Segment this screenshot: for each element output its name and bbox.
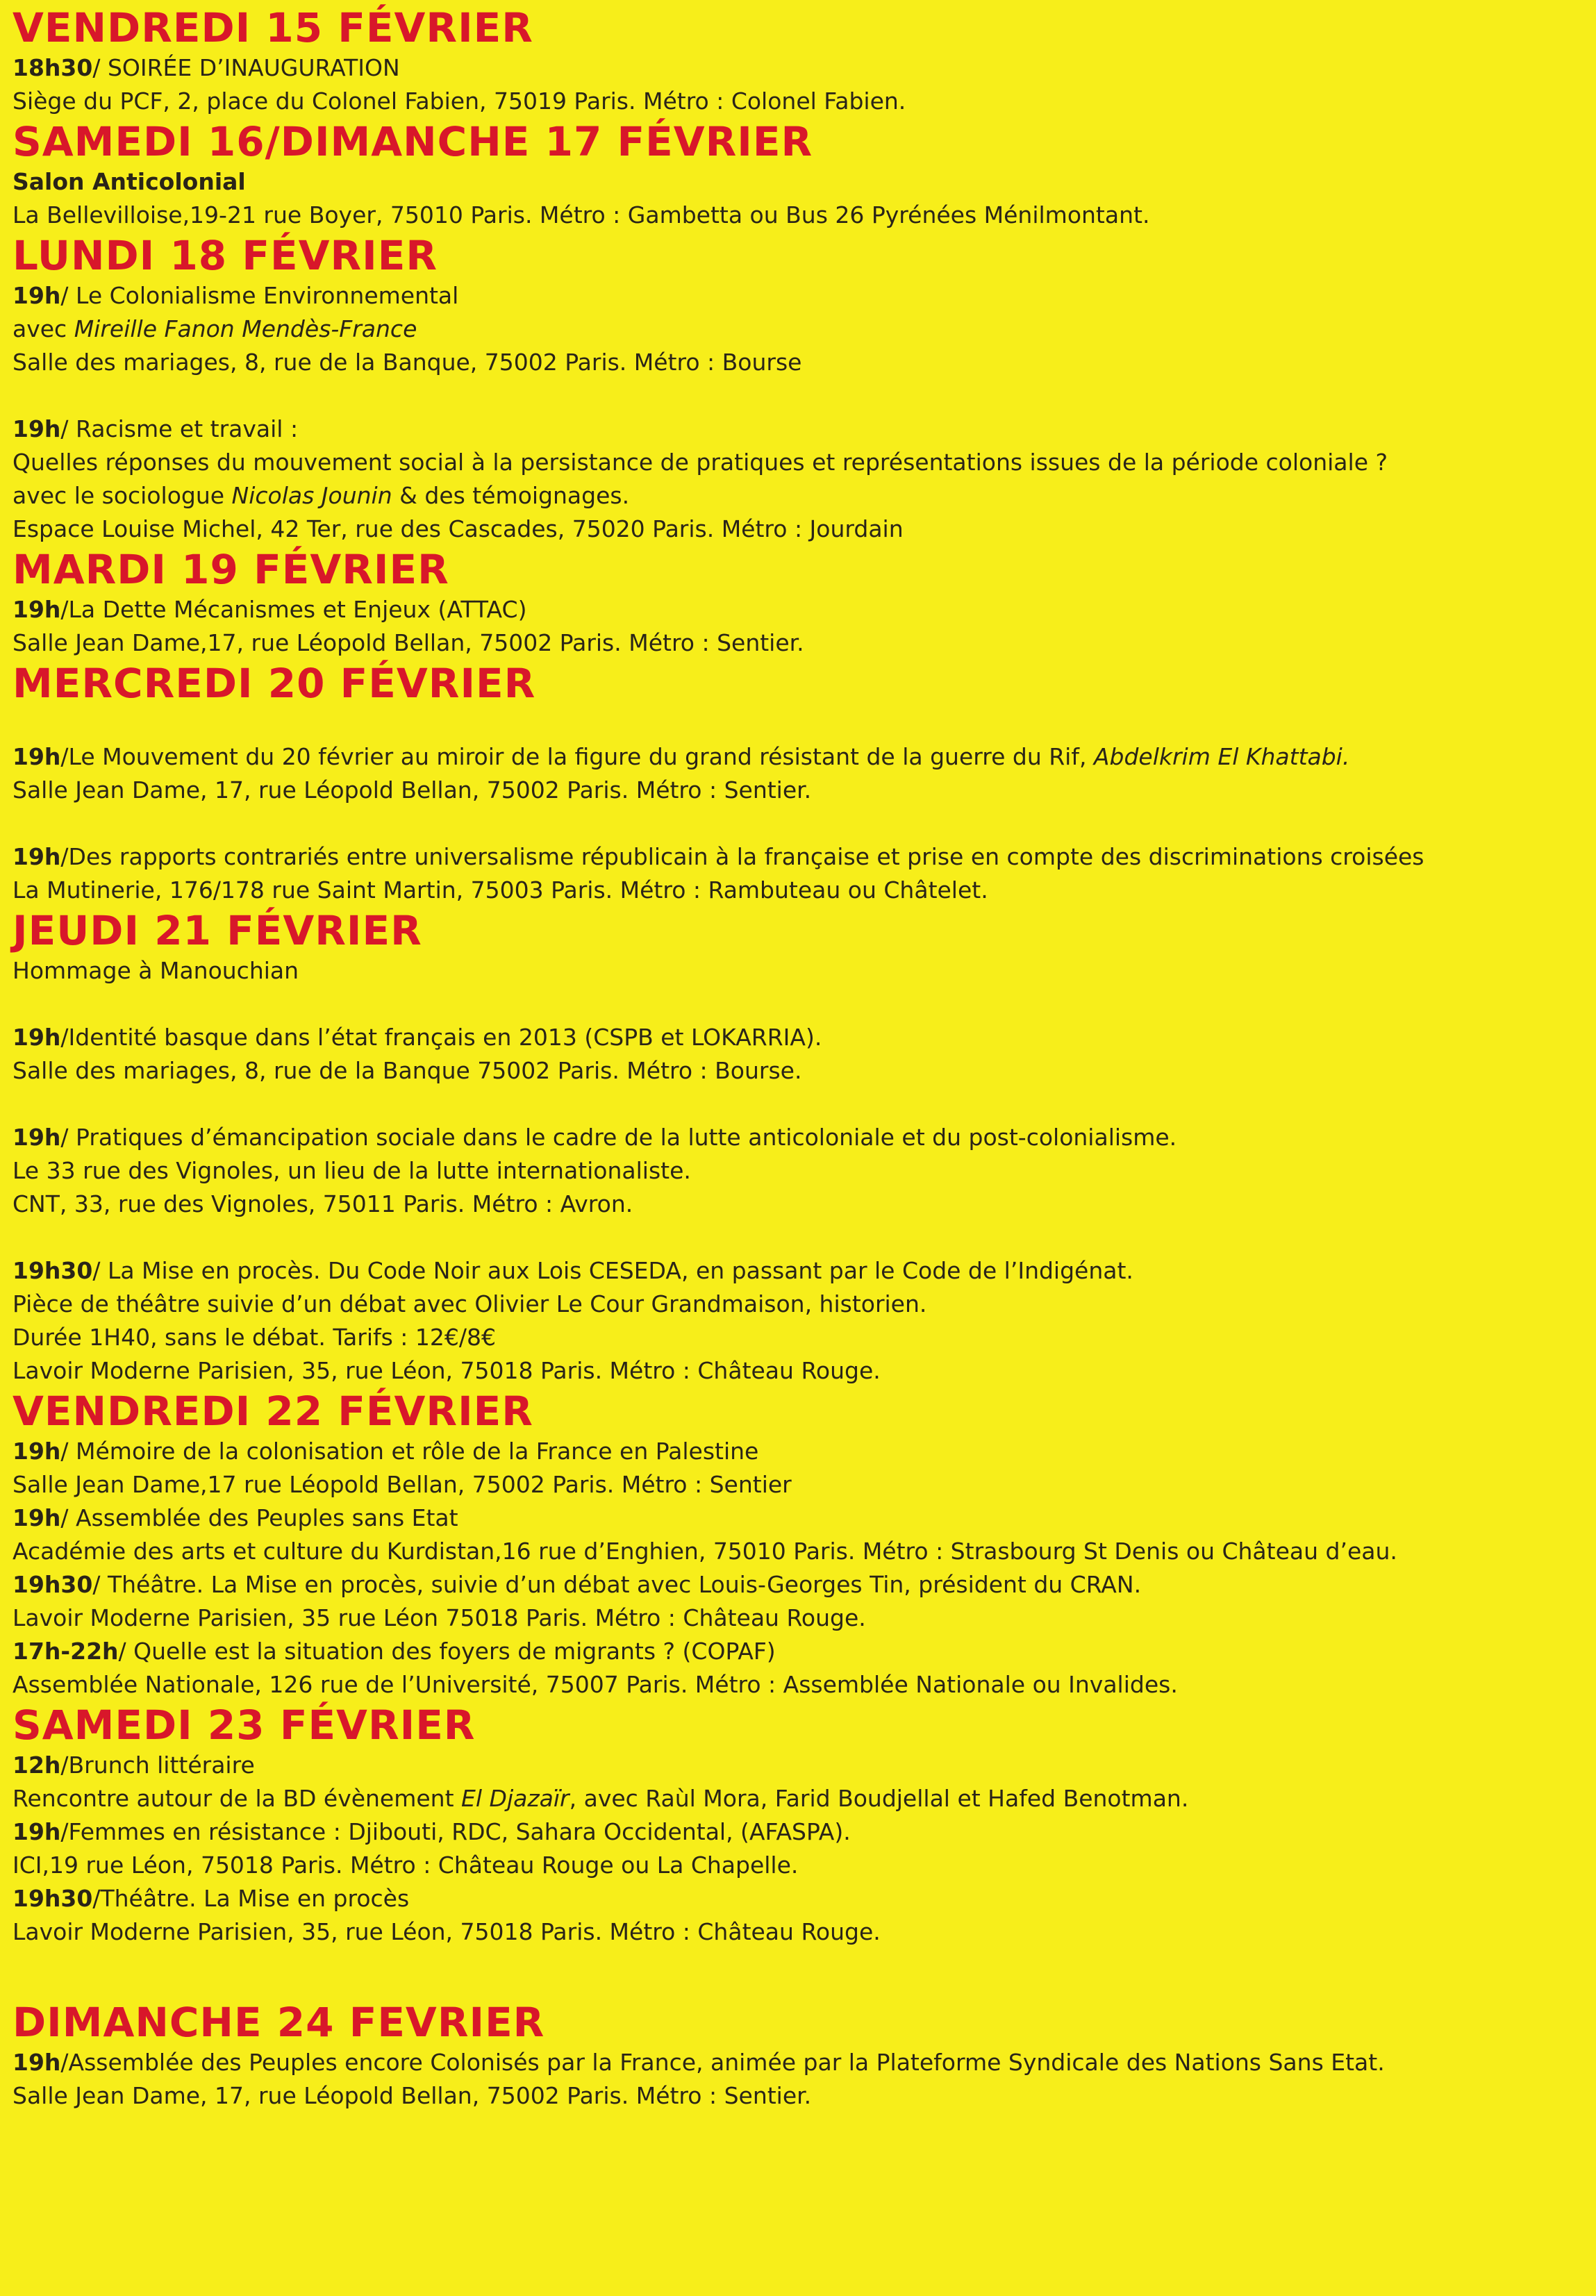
event-title	[13, 840, 1589, 874]
event-location: Assemblée Nationale, 126 rue de l’Université, 75007 Paris. Métro : Assemblée Nationale ou Invalides.	[13, 1671, 1178, 1698]
day-title: LUNDI 18 FÉVRIER	[13, 232, 438, 279]
day-16-17-february	[13, 118, 1589, 232]
event-time: 19h	[13, 596, 61, 623]
event-text: / Le Colonialisme Environnemental	[60, 282, 459, 309]
event-time: 19h	[13, 1818, 61, 1845]
event-text: / SOIRÉE D’INAUGURATION	[92, 54, 400, 81]
event-time: 19h	[13, 282, 61, 309]
day-title: VENDREDI 22 FÉVRIER	[13, 1388, 533, 1435]
event-desc-end: , avec Raùl Mora, Farid Boudjellal et Hafed Benotman.	[569, 1785, 1189, 1812]
event-location: La Mutinerie, 176/178 rue Saint Martin, 75003 Paris. Métro : Rambuteau ou Châtelet.	[13, 876, 988, 904]
day-18-february	[13, 232, 1589, 546]
event-location: Espace Louise Michel, 42 Ter, rue des Cascades, 75020 Paris. Métro : Jourdain	[13, 515, 904, 542]
book-title: El Djazaïr	[461, 1785, 570, 1812]
event-time: 19h	[13, 1438, 61, 1465]
event-location: Salle Jean Dame,17, rue Léopold Bellan, 75002 Paris. Métro : Sentier.	[13, 629, 804, 656]
event-title	[13, 593, 1589, 626]
event-title	[13, 1435, 1589, 1468]
event-text: / Racisme et travail :	[60, 415, 299, 442]
event-text: /Femmes en résistance : Djibouti, RDC, Sahara Occidental, (AFASPA).	[60, 1818, 851, 1845]
event-text: / Mémoire de la colonisation et rôle de la France en Palestine	[60, 1438, 759, 1465]
day-21-february	[13, 907, 1589, 1388]
event-time: 19h	[13, 2049, 61, 2076]
event-description	[13, 1782, 1589, 1815]
event-location: Salle des mariages, 8, rue de la Banque, 75002 Paris. Métro : Bourse	[13, 349, 802, 376]
event-title	[13, 279, 1589, 313]
event-title	[13, 1749, 1589, 1782]
event-time: 19h	[13, 1124, 61, 1151]
event-price: Durée 1H40, sans le débat. Tarifs : 12€/8€	[13, 1324, 497, 1351]
event-text: Salon Anticolonial	[13, 168, 246, 195]
event-time: 17h-22h	[13, 1638, 119, 1665]
event-time: 19h	[13, 415, 61, 442]
event-title	[13, 1021, 1589, 1054]
event-with: avec le sociologue	[13, 482, 232, 509]
event-time: 19h	[13, 843, 61, 870]
day-title: SAMEDI 23 FÉVRIER	[13, 1702, 476, 1749]
event-time: 19h30	[13, 1257, 93, 1284]
event-text: / Quelle est la situation des foyers de migrants ? (COPAF)	[118, 1638, 776, 1665]
event-title	[13, 1568, 1589, 1602]
event-text: /Des rapports contrariés entre universalisme républicain à la française et prise en compte des discriminations croisées	[60, 843, 1424, 870]
event-location: La Bellevilloise,19-21 rue Boyer, 75010 Paris. Métro : Gambetta ou Bus 26 Pyrénées Ménilmontant.	[13, 201, 1150, 228]
day-19-february	[13, 546, 1589, 660]
event-time: 19h	[13, 1504, 61, 1531]
event-time: 19h30	[13, 1885, 93, 1912]
program-schedule	[13, 4, 1589, 2113]
event-location: Salle Jean Dame, 17, rue Léopold Bellan, 75002 Paris. Métro : Sentier.	[13, 2082, 812, 2109]
event-location: CNT, 33, rue des Vignoles, 75011 Paris. Métro : Avron.	[13, 1190, 633, 1217]
event-title	[13, 1254, 1589, 1288]
event-text: /Brunch littéraire	[60, 1752, 255, 1779]
event-title	[13, 1815, 1589, 1849]
event-desc: Rencontre autour de la BD évènement	[13, 1785, 462, 1812]
day-23-february	[13, 1702, 1589, 1949]
event-with: avec	[13, 315, 74, 342]
event-title	[13, 1882, 1589, 1915]
day-title: DIMANCHE 24 FEVRIER	[13, 1999, 545, 2046]
event-location: Salle Jean Dame, 17, rue Léopold Bellan, 75002 Paris. Métro : Sentier.	[13, 776, 812, 804]
event-time: 19h	[13, 743, 61, 770]
day-title: JEUDI 21 FÉVRIER	[13, 907, 422, 954]
event-time: 19h30	[13, 1571, 93, 1598]
event-location: Siège du PCF, 2, place du Colonel Fabien, 75019 Paris. Métro : Colonel Fabien.	[13, 88, 906, 115]
day-15-february	[13, 4, 1589, 118]
day-title: MERCREDI 20 FÉVRIER	[13, 660, 536, 707]
event-title	[13, 1501, 1589, 1535]
event-location: ICI,19 rue Léon, 75018 Paris. Métro : Château Rouge ou La Chapelle.	[13, 1852, 799, 1879]
event-title	[13, 1635, 1589, 1668]
event-text: /La Dette Mécanismes et Enjeux (ATTAC)	[60, 596, 527, 623]
event-description: Quelles réponses du mouvement social à la persistance de pratiques et représentations issues de la période coloniale ?	[13, 449, 1388, 476]
day-title: SAMEDI 16/DIMANCHE 17 FÉVRIER	[13, 118, 813, 165]
event-location: Académie des arts et culture du Kurdistan,16 rue d’Enghien, 75010 Paris. Métro : Strasbourg St Denis ou Château d’eau.	[13, 1538, 1397, 1565]
event-title	[13, 413, 1589, 446]
event-location: Lavoir Moderne Parisien, 35, rue Léon, 75018 Paris. Métro : Château Rouge.	[13, 1357, 881, 1384]
speaker-name: Abdelkrim El Khattabi.	[1093, 743, 1350, 770]
event-title	[13, 165, 1589, 199]
event-text: / Théâtre. La Mise en procès, suivie d’un débat avec Louis-Georges Tin, président du CRAN.	[92, 1571, 1142, 1598]
event-description: Le 33 rue des Vignoles, un lieu de la lutte internationaliste.	[13, 1157, 691, 1184]
event-title	[13, 51, 1589, 85]
event-speaker	[13, 313, 1589, 346]
event-description: Pièce de théâtre suivie d’un débat avec Olivier Le Cour Grandmaison, historien.	[13, 1290, 927, 1317]
day-24-february	[13, 1999, 1589, 2113]
event-text: /Le Mouvement du 20 février au miroir de la figure du grand résistant de la guerre du Rif,	[60, 743, 1094, 770]
event-text: /Théâtre. La Mise en procès	[92, 1885, 410, 1912]
event-text: / La Mise en procès. Du Code Noir aux Lois CESEDA, en passant par le Code de l’Indigénat.	[92, 1257, 1133, 1284]
day-title: MARDI 19 FÉVRIER	[13, 546, 449, 593]
event-location: Salle des mariages, 8, rue de la Banque 75002 Paris. Métro : Bourse.	[13, 1057, 802, 1084]
event-location: Lavoir Moderne Parisien, 35, rue Léon, 75018 Paris. Métro : Château Rouge.	[13, 1918, 881, 1945]
event-text: / Assemblée des Peuples sans Etat	[60, 1504, 458, 1531]
event-time: 18h30	[13, 54, 93, 81]
speaker-name: Mireille Fanon Mendès-France	[74, 315, 417, 342]
event-text: /Assemblée des Peuples encore Colonisés par la France, animée par la Plateforme Syndicale des Nations Sans Etat.	[60, 2049, 1385, 2076]
event-speaker	[13, 479, 1589, 513]
event-text: /Identité basque dans l’état français en 2013 (CSPB et LOKARRIA).	[60, 1024, 822, 1051]
day-title: VENDREDI 15 FÉVRIER	[13, 4, 533, 51]
event-text: / Pratiques d’émancipation sociale dans le cadre de la lutte anticoloniale et du post-colonialisme.	[60, 1124, 1177, 1151]
day-intro: Hommage à Manouchian	[13, 957, 299, 984]
event-title	[13, 2046, 1589, 2079]
event-with-end: & des témoignages.	[392, 482, 630, 509]
event-title	[13, 1121, 1589, 1154]
event-location: Salle Jean Dame,17 rue Léopold Bellan, 75002 Paris. Métro : Sentier	[13, 1471, 792, 1498]
event-title	[13, 740, 1589, 774]
day-20-february	[13, 660, 1589, 907]
event-time: 19h	[13, 1024, 61, 1051]
event-location: Lavoir Moderne Parisien, 35 rue Léon 75018 Paris. Métro : Château Rouge.	[13, 1604, 866, 1631]
event-time: 12h	[13, 1752, 61, 1779]
day-22-february	[13, 1388, 1589, 1702]
speaker-name: Nicolas Jounin	[231, 482, 392, 509]
